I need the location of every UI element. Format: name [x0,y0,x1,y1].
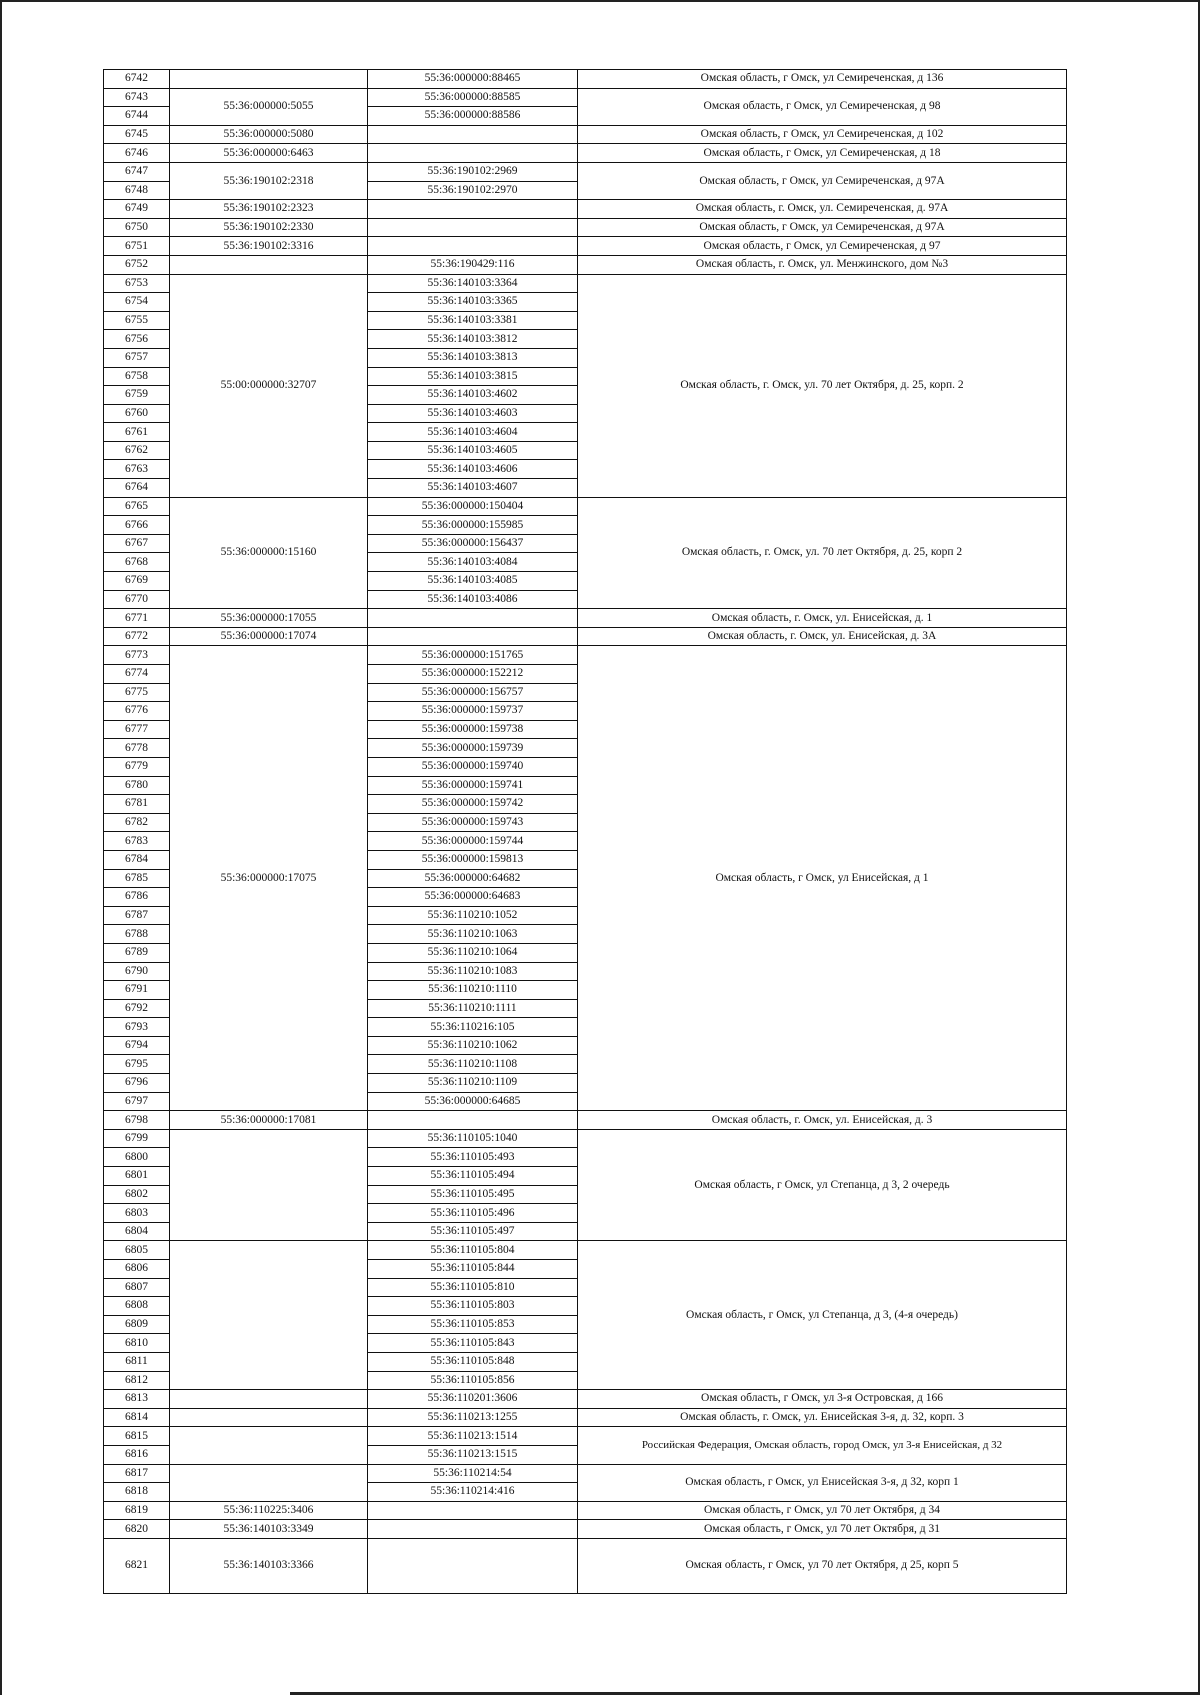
row-number-cell: 6758 [104,367,170,386]
object-cadastral-number-cell: 55:36:140103:3815 [368,367,578,386]
land-plot-number-cell: 55:36:000000:17074 [170,627,368,646]
land-plot-number-cell: 55:36:140103:3366 [170,1538,368,1593]
object-cadastral-number-cell: 55:36:110105:856 [368,1371,578,1390]
row-number-cell: 6750 [104,218,170,237]
address-cell: Омская область, г. Омск, ул. Енисейская, д. 3А [578,627,1067,646]
row-number-cell: 6804 [104,1222,170,1241]
object-cadastral-number-cell: 55:36:110210:1111 [368,999,578,1018]
address-cell: Омская область, г Омск, ул Семиреченская, д 136 [578,70,1067,89]
object-cadastral-number-cell: 55:36:000000:159739 [368,739,578,758]
land-plot-number-cell: 55:36:000000:17055 [170,609,368,628]
land-plot-number-cell [170,1129,368,1241]
object-cadastral-number-cell: 55:36:000000:159737 [368,702,578,721]
table-row [104,162,1067,181]
object-cadastral-number-cell: 55:36:110210:1109 [368,1074,578,1093]
object-cadastral-number-cell: 55:36:140103:4084 [368,553,578,572]
address-cell: Омская область, г Омск, ул 70 лет Октября, д 31 [578,1520,1067,1539]
land-plot-number-cell [170,1241,368,1390]
cadastral-registry-table [103,69,1067,1594]
row-number-cell: 6768 [104,553,170,572]
table-row [104,88,1067,107]
object-cadastral-number-cell: 55:36:140103:4604 [368,423,578,442]
object-cadastral-number-cell [368,609,578,628]
object-cadastral-number-cell: 55:36:110210:1108 [368,1055,578,1074]
object-cadastral-number-cell [368,1111,578,1130]
table-row [104,255,1067,274]
row-number-cell: 6775 [104,683,170,702]
row-number-cell: 6808 [104,1297,170,1316]
page-border-top [0,0,1200,2]
object-cadastral-number-cell: 55:36:140103:4085 [368,572,578,591]
object-cadastral-number-cell [368,125,578,144]
object-cadastral-number-cell [368,1520,578,1539]
address-cell: Омская область, г Омск, ул Семиреченская, д 102 [578,125,1067,144]
land-plot-number-cell: 55:36:000000:17075 [170,646,368,1111]
address-cell: Омская область, г Омск, ул 70 лет Октября, д 34 [578,1501,1067,1520]
table-row [104,609,1067,628]
object-cadastral-number-cell: 55:36:000000:156437 [368,534,578,553]
object-cadastral-number-cell: 55:36:000000:64683 [368,888,578,907]
object-cadastral-number-cell: 55:36:110105:848 [368,1352,578,1371]
object-cadastral-number-cell [368,627,578,646]
row-number-cell: 6800 [104,1148,170,1167]
object-cadastral-number-cell [368,200,578,219]
table-row [104,1129,1067,1148]
address-cell: Омская область, г Омск, ул 70 лет Октября, д 25, корп 5 [578,1538,1067,1593]
table-row [104,1241,1067,1260]
object-cadastral-number-cell: 55:36:110214:416 [368,1483,578,1502]
object-cadastral-number-cell: 55:36:000000:159740 [368,757,578,776]
row-number-cell: 6783 [104,832,170,851]
row-number-cell: 6795 [104,1055,170,1074]
land-plot-number-cell [170,1464,368,1501]
row-number-cell: 6764 [104,479,170,498]
address-cell: Омская область, г. Омск, ул. Семиреченская, д. 97А [578,200,1067,219]
object-cadastral-number-cell: 55:36:140103:4603 [368,404,578,423]
row-number-cell: 6753 [104,274,170,293]
table-row [104,1408,1067,1427]
land-plot-number-cell: 55:36:140103:3349 [170,1520,368,1539]
row-number-cell: 6756 [104,330,170,349]
land-plot-number-cell: 55:36:110225:3406 [170,1501,368,1520]
land-plot-number-cell: 55:36:000000:6463 [170,144,368,163]
row-number-cell: 6751 [104,237,170,256]
object-cadastral-number-cell [368,218,578,237]
land-plot-number-cell: 55:36:190102:2318 [170,162,368,199]
address-cell: Омская область, г Омск, ул Степанца, д 3, (4-я очередь) [578,1241,1067,1390]
row-number-cell: 6785 [104,869,170,888]
row-number-cell: 6757 [104,348,170,367]
row-number-cell: 6761 [104,423,170,442]
address-cell: Омская область, г Омск, ул Семиреченская, д 18 [578,144,1067,163]
row-number-cell: 6744 [104,107,170,126]
object-cadastral-number-cell: 55:36:110105:1040 [368,1129,578,1148]
row-number-cell: 6784 [104,850,170,869]
row-number-cell: 6810 [104,1334,170,1353]
row-number-cell: 6789 [104,943,170,962]
address-cell: Омская область, г. Омск, ул. Енисейская 3-я, д. 32, корп. 3 [578,1408,1067,1427]
object-cadastral-number-cell: 55:36:000000:159744 [368,832,578,851]
row-number-cell: 6777 [104,720,170,739]
table-row [104,70,1067,89]
row-number-cell: 6809 [104,1315,170,1334]
row-number-cell: 6749 [104,200,170,219]
object-cadastral-number-cell: 55:36:000000:159813 [368,850,578,869]
address-cell: Омская область, г Омск, ул Семиреченская, д 97 [578,237,1067,256]
object-cadastral-number-cell: 55:36:110210:1052 [368,906,578,925]
object-cadastral-number-cell: 55:36:000000:88586 [368,107,578,126]
object-cadastral-number-cell: 55:36:000000:156757 [368,683,578,702]
row-number-cell: 6814 [104,1408,170,1427]
address-cell: Омская область, г Омск, ул Семиреченская, д 98 [578,88,1067,125]
table-row [104,144,1067,163]
address-cell: Омская область, г Омск, ул Семиреченская, д 97А [578,162,1067,199]
address-cell: Российская Федерация, Омская область, город Омск, ул 3-я Енисейская, д 32 [578,1427,1067,1464]
row-number-cell: 6792 [104,999,170,1018]
object-cadastral-number-cell: 55:36:140103:3365 [368,293,578,312]
table-row [104,627,1067,646]
table-row [104,1464,1067,1483]
object-cadastral-number-cell: 55:36:140103:3812 [368,330,578,349]
address-cell: Омская область, г. Омск, ул. 70 лет Октября, д. 25, корп 2 [578,497,1067,609]
object-cadastral-number-cell: 55:36:140103:4602 [368,386,578,405]
row-number-cell: 6801 [104,1167,170,1186]
address-cell: Омская область, г Омск, ул Семиреченская, д 97А [578,218,1067,237]
row-number-cell: 6774 [104,665,170,684]
page-border-left [0,0,2,1695]
object-cadastral-number-cell [368,144,578,163]
object-cadastral-number-cell: 55:36:000000:152212 [368,665,578,684]
row-number-cell: 6807 [104,1278,170,1297]
row-number-cell: 6794 [104,1036,170,1055]
object-cadastral-number-cell: 55:36:140103:4605 [368,441,578,460]
object-cadastral-number-cell: 55:36:110213:1255 [368,1408,578,1427]
object-cadastral-number-cell: 55:36:110210:1083 [368,962,578,981]
row-number-cell: 6780 [104,776,170,795]
row-number-cell: 6763 [104,460,170,479]
row-number-cell: 6745 [104,125,170,144]
object-cadastral-number-cell: 55:36:110105:843 [368,1334,578,1353]
address-cell: Омская область, г. Омск, ул. Енисейская, д. 3 [578,1111,1067,1130]
table-row [104,274,1067,293]
object-cadastral-number-cell: 55:36:140103:4086 [368,590,578,609]
object-cadastral-number-cell: 55:36:110105:497 [368,1222,578,1241]
object-cadastral-number-cell: 55:36:110210:1064 [368,943,578,962]
address-cell: Омская область, г Омск, ул Степанца, д 3, 2 очередь [578,1129,1067,1241]
object-cadastral-number-cell: 55:36:140103:4606 [368,460,578,479]
row-number-cell: 6760 [104,404,170,423]
row-number-cell: 6776 [104,702,170,721]
object-cadastral-number-cell: 55:36:110201:3606 [368,1390,578,1409]
row-number-cell: 6770 [104,590,170,609]
object-cadastral-number-cell: 55:36:110214:54 [368,1464,578,1483]
object-cadastral-number-cell: 55:36:140103:4607 [368,479,578,498]
row-number-cell: 6798 [104,1111,170,1130]
row-number-cell: 6821 [104,1538,170,1593]
land-plot-number-cell: 55:36:000000:17081 [170,1111,368,1130]
object-cadastral-number-cell: 55:36:000000:150404 [368,497,578,516]
table-row [104,125,1067,144]
table-row [104,497,1067,516]
land-plot-number-cell: 55:36:000000:5055 [170,88,368,125]
row-number-cell: 6796 [104,1074,170,1093]
row-number-cell: 6772 [104,627,170,646]
object-cadastral-number-cell: 55:36:110216:105 [368,1018,578,1037]
address-cell: Омская область, г Омск, ул Енисейская, д 1 [578,646,1067,1111]
object-cadastral-number-cell: 55:36:000000:64685 [368,1092,578,1111]
object-cadastral-number-cell: 55:36:110210:1110 [368,981,578,1000]
row-number-cell: 6816 [104,1445,170,1464]
row-number-cell: 6782 [104,813,170,832]
row-number-cell: 6815 [104,1427,170,1446]
object-cadastral-number-cell [368,1538,578,1593]
row-number-cell: 6786 [104,888,170,907]
row-number-cell: 6762 [104,441,170,460]
object-cadastral-number-cell: 55:36:140103:3364 [368,274,578,293]
address-cell: Омская область, г Омск, ул 3-я Островская, д 166 [578,1390,1067,1409]
land-plot-number-cell [170,1408,368,1427]
object-cadastral-number-cell: 55:36:000000:64682 [368,869,578,888]
row-number-cell: 6791 [104,981,170,1000]
row-number-cell: 6797 [104,1092,170,1111]
table-row [104,1538,1067,1593]
object-cadastral-number-cell: 55:36:110105:853 [368,1315,578,1334]
row-number-cell: 6787 [104,906,170,925]
address-cell: Омская область, г Омск, ул Енисейская 3-я, д 32, корп 1 [578,1464,1067,1501]
table-row [104,218,1067,237]
table-row [104,237,1067,256]
row-number-cell: 6766 [104,516,170,535]
land-plot-number-cell: 55:00:000000:32707 [170,274,368,497]
row-number-cell: 6781 [104,795,170,814]
object-cadastral-number-cell: 55:36:190429:116 [368,255,578,274]
object-cadastral-number-cell: 55:36:000000:155985 [368,516,578,535]
object-cadastral-number-cell: 55:36:000000:159743 [368,813,578,832]
object-cadastral-number-cell: 55:36:110105:493 [368,1148,578,1167]
table-row [104,200,1067,219]
object-cadastral-number-cell [368,237,578,256]
land-plot-number-cell: 55:36:000000:5080 [170,125,368,144]
registry-table-body [104,70,1067,1594]
object-cadastral-number-cell: 55:36:110105:804 [368,1241,578,1260]
row-number-cell: 6743 [104,88,170,107]
row-number-cell: 6746 [104,144,170,163]
object-cadastral-number-cell: 55:36:110105:803 [368,1297,578,1316]
object-cadastral-number-cell: 55:36:110105:496 [368,1204,578,1223]
object-cadastral-number-cell: 55:36:110210:1062 [368,1036,578,1055]
row-number-cell: 6790 [104,962,170,981]
object-cadastral-number-cell: 55:36:000000:88585 [368,88,578,107]
land-plot-number-cell: 55:36:190102:2330 [170,218,368,237]
row-number-cell: 6779 [104,757,170,776]
row-number-cell: 6773 [104,646,170,665]
row-number-cell: 6752 [104,255,170,274]
object-cadastral-number-cell: 55:36:110105:810 [368,1278,578,1297]
address-cell: Омская область, г. Омск, ул. 70 лет Октября, д. 25, корп. 2 [578,274,1067,497]
row-number-cell: 6820 [104,1520,170,1539]
object-cadastral-number-cell: 55:36:110213:1515 [368,1445,578,1464]
object-cadastral-number-cell: 55:36:190102:2970 [368,181,578,200]
row-number-cell: 6748 [104,181,170,200]
object-cadastral-number-cell: 55:36:140103:3813 [368,348,578,367]
row-number-cell: 6812 [104,1371,170,1390]
land-plot-number-cell: 55:36:000000:15160 [170,497,368,609]
land-plot-number-cell [170,1427,368,1464]
object-cadastral-number-cell: 55:36:000000:159742 [368,795,578,814]
land-plot-number-cell [170,1390,368,1409]
row-number-cell: 6818 [104,1483,170,1502]
address-cell: Омская область, г. Омск, ул. Менжинского, дом №3 [578,255,1067,274]
row-number-cell: 6755 [104,311,170,330]
address-cell: Омская область, г. Омск, ул. Енисейская, д. 1 [578,609,1067,628]
row-number-cell: 6769 [104,572,170,591]
row-number-cell: 6765 [104,497,170,516]
row-number-cell: 6793 [104,1018,170,1037]
object-cadastral-number-cell: 55:36:110105:844 [368,1260,578,1279]
table-row [104,1520,1067,1539]
object-cadastral-number-cell: 55:36:110105:495 [368,1185,578,1204]
object-cadastral-number-cell: 55:36:000000:159741 [368,776,578,795]
row-number-cell: 6806 [104,1260,170,1279]
row-number-cell: 6802 [104,1185,170,1204]
object-cadastral-number-cell: 55:36:000000:151765 [368,646,578,665]
row-number-cell: 6805 [104,1241,170,1260]
row-number-cell: 6819 [104,1501,170,1520]
table-row [104,1390,1067,1409]
land-plot-number-cell [170,255,368,274]
row-number-cell: 6788 [104,925,170,944]
row-number-cell: 6799 [104,1129,170,1148]
object-cadastral-number-cell: 55:36:110210:1063 [368,925,578,944]
land-plot-number-cell [170,70,368,89]
row-number-cell: 6759 [104,386,170,405]
row-number-cell: 6742 [104,70,170,89]
table-row [104,1111,1067,1130]
object-cadastral-number-cell: 55:36:190102:2969 [368,162,578,181]
table-row [104,646,1067,665]
object-cadastral-number-cell: 55:36:140103:3381 [368,311,578,330]
row-number-cell: 6771 [104,609,170,628]
row-number-cell: 6754 [104,293,170,312]
object-cadastral-number-cell: 55:36:000000:88465 [368,70,578,89]
row-number-cell: 6811 [104,1352,170,1371]
object-cadastral-number-cell [368,1501,578,1520]
row-number-cell: 6817 [104,1464,170,1483]
table-row [104,1427,1067,1446]
object-cadastral-number-cell: 55:36:000000:159738 [368,720,578,739]
land-plot-number-cell: 55:36:190102:2323 [170,200,368,219]
land-plot-number-cell: 55:36:190102:3316 [170,237,368,256]
row-number-cell: 6778 [104,739,170,758]
row-number-cell: 6803 [104,1204,170,1223]
table-row [104,1501,1067,1520]
row-number-cell: 6747 [104,162,170,181]
object-cadastral-number-cell: 55:36:110213:1514 [368,1427,578,1446]
object-cadastral-number-cell: 55:36:110105:494 [368,1167,578,1186]
row-number-cell: 6813 [104,1390,170,1409]
row-number-cell: 6767 [104,534,170,553]
